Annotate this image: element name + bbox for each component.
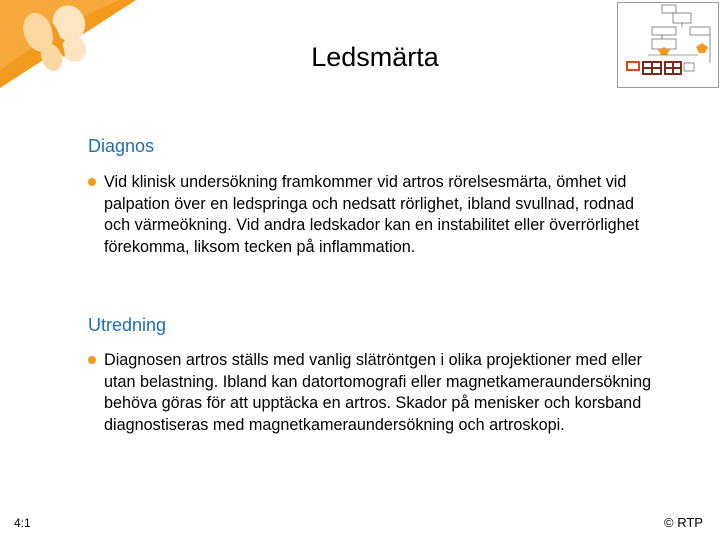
bullet-diagnos — [88, 172, 663, 258]
page-title: Ledsmärta — [311, 42, 439, 72]
butterfly-logo-icon — [0, 0, 140, 92]
bullet-utredning — [88, 350, 663, 436]
flowchart-thumbnail-icon — [617, 2, 719, 88]
section-heading-utredning: Utredning — [88, 315, 167, 335]
bullet-icon — [88, 356, 96, 364]
bullet-text-utredning: Diagnosen artros ställs med vanlig slätröntgen i olika projektioner med eller utan belastning. Ibland kan datortomografi eller magnetkameraundersökning behöva göras för att upptäcka en artros. Skador på menisker och korsband diagnostiseras med magnetkameraundersökning och artroskopi. — [104, 351, 652, 434]
bullet-icon — [88, 178, 96, 186]
bullet-text-diagnos: Vid klinisk undersökning framkommer vid artros rörelsesmärta, ömhet vid palpation över en ledspringa och nedsatt rörlighet, ibland svullnad, rodnad och värmeökning. Vid andra ledskador kan en instabilitet eller överrörlighet förekomma, liksom tecken på inflammation. — [104, 173, 640, 256]
section-heading-diagnos: Diagnos — [88, 136, 155, 156]
copyright-text: © RTP — [664, 515, 703, 530]
page-number: 4:1 — [14, 516, 31, 530]
